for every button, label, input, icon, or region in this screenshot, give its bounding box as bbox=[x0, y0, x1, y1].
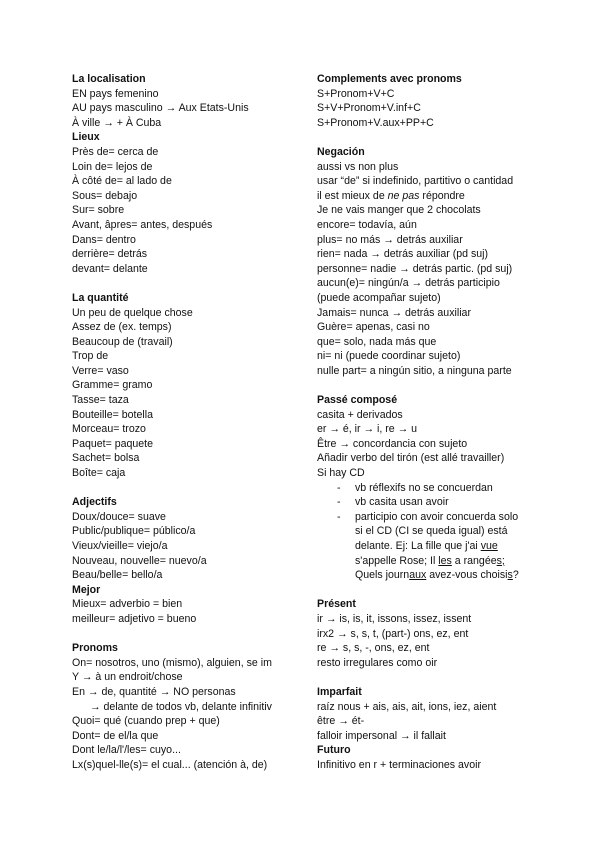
section-mejor bbox=[72, 583, 292, 627]
text-line: Guère= apenas, casi no bbox=[317, 321, 430, 334]
text-line: Dont le/la/l'/les= cuyo... bbox=[72, 744, 181, 757]
text-line: Nouveau, nouvelle= nuevo/a bbox=[72, 554, 207, 567]
text-line: Paquet= paquete bbox=[72, 437, 153, 450]
heading-adjectifs: Adjectifs bbox=[72, 496, 117, 509]
section-lieux bbox=[72, 130, 292, 276]
text-line: Mieux= adverbio = bien bbox=[72, 598, 183, 611]
text-line: Beaucoup de (travail) bbox=[72, 335, 173, 348]
text-fragment-underlined: vue bbox=[480, 540, 498, 552]
section-futuro bbox=[317, 743, 539, 772]
section-negacion bbox=[317, 145, 539, 379]
text-line: → delante de todos vb, delante infinitiv bbox=[90, 700, 272, 713]
text-fragment: a rangée bbox=[451, 554, 497, 567]
text-line: er → é, ir → i, re → u bbox=[317, 423, 418, 436]
text-fragment: ? bbox=[512, 569, 519, 582]
text-line: Jamais= nunca → detrás auxiliar bbox=[317, 306, 471, 319]
text-line: - vb casita usan avoir bbox=[355, 496, 449, 509]
text-line: aussi vs non plus bbox=[317, 160, 399, 173]
text-line: À côté de= al lado de bbox=[72, 175, 172, 188]
text-line: que= solo, nada más que bbox=[317, 335, 437, 348]
text-line: plus= no más → detrás auxiliar bbox=[317, 233, 463, 246]
text-line: resto irregulares como oir bbox=[317, 656, 438, 669]
list-item bbox=[317, 481, 539, 496]
text-line: devant= delante bbox=[72, 262, 148, 275]
heading-quantite: La quantité bbox=[72, 291, 129, 304]
text-line: En → de, quantité → NO personas bbox=[72, 685, 236, 698]
text-fragment: Quels journ bbox=[355, 569, 410, 582]
text-line bbox=[317, 189, 539, 204]
text-line: S+Pronom+V+C bbox=[317, 87, 395, 100]
text-line: derrière= detrás bbox=[72, 248, 148, 261]
text-line: ni= ni (puede coordinar sujeto) bbox=[317, 350, 461, 363]
text-line: raíz nous + ais, ais, ait, ions, iez, aient bbox=[317, 700, 497, 713]
text-line bbox=[355, 568, 539, 583]
text-fragment-underlined: s; bbox=[496, 554, 505, 567]
text-line: Être → concordancia con sujeto bbox=[317, 437, 468, 450]
section-present bbox=[317, 597, 539, 670]
text-line bbox=[355, 554, 539, 569]
text-line: Un peu de quelque chose bbox=[72, 306, 193, 319]
text-line: Sachet= bolsa bbox=[72, 452, 140, 465]
section-imparfait bbox=[317, 685, 539, 743]
text-fragment: il est mieux de bbox=[317, 189, 388, 202]
text-line: Loin de= lejos de bbox=[72, 160, 153, 173]
text-line: AU pays masculino → Aux Etats-Unis bbox=[72, 102, 249, 115]
text-line: À ville → + À Cuba bbox=[72, 116, 162, 129]
spacer bbox=[72, 481, 292, 496]
text-line: Sur= sobre bbox=[72, 204, 125, 217]
text-line: nulle part= a ningún sitio, a ninguna parte bbox=[317, 364, 512, 377]
text-line: Doux/douce= suave bbox=[72, 510, 166, 523]
text-line: S+V+Pronom+V.inf+C bbox=[317, 102, 421, 115]
right-column bbox=[317, 72, 539, 773]
section-passe-compose bbox=[317, 393, 539, 583]
text-line: Morceau= trozo bbox=[72, 423, 146, 436]
text-line: On= nosotros, uno (mismo), alguien, se im bbox=[72, 656, 272, 669]
text-line: Public/publique= público/a bbox=[72, 525, 196, 538]
heading-imparfait: Imparfait bbox=[317, 685, 362, 698]
text-line: aucun(e)= ningún/a → detrás participio bbox=[317, 277, 500, 290]
text-line: Trop de bbox=[72, 350, 109, 363]
section-complements bbox=[317, 72, 539, 130]
list-item bbox=[317, 510, 539, 583]
text-line: Sous= debajo bbox=[72, 189, 138, 202]
spacer bbox=[72, 627, 292, 642]
section-pronoms bbox=[72, 641, 292, 772]
spacer bbox=[317, 583, 539, 598]
text-fragment-underlined: les bbox=[438, 554, 452, 567]
spacer bbox=[72, 276, 292, 291]
text-line: EN pays femenino bbox=[72, 87, 159, 100]
text-line: S+Pronom+V.aux+PP+C bbox=[317, 116, 434, 129]
list-item bbox=[317, 495, 539, 510]
bullet-list bbox=[317, 481, 539, 583]
heading-lieux: Lieux bbox=[72, 131, 100, 144]
text-line: Bouteille= botella bbox=[72, 408, 153, 421]
text-line bbox=[355, 539, 539, 554]
section-localisation bbox=[72, 72, 292, 130]
text-line: personne= nadie → detrás partic. (pd suj) bbox=[317, 262, 513, 275]
text-line: meilleur= adjetivo = bueno bbox=[72, 612, 197, 625]
text-line: encore= todavía, aún bbox=[317, 218, 417, 231]
text-line: re → s, s, -, ons, ez, ent bbox=[317, 642, 430, 655]
text-line: ir → is, is, it, issons, issez, issent bbox=[317, 612, 472, 625]
text-line: irx2 → s, s, t, (part-) ons, ez, ent bbox=[317, 627, 469, 640]
text-line: Dans= dentro bbox=[72, 233, 136, 246]
text-line: Y → à un endroit/chose bbox=[72, 671, 183, 684]
text-fragment: s'appelle Rose; Il bbox=[355, 554, 439, 567]
text-line: Vieux/vieille= viejo/a bbox=[72, 540, 168, 552]
heading-mejor: Mejor bbox=[72, 583, 101, 596]
text-line: Añadir verbo del tirón (est allé travailler) bbox=[317, 452, 505, 465]
text-line: Infinitivo en r + terminaciones avoir bbox=[317, 758, 481, 771]
text-fragment-underlined: aux bbox=[409, 569, 427, 582]
text-fragment: avez-vous choisi bbox=[426, 569, 508, 582]
text-fragment-italic: ne pas bbox=[387, 189, 420, 202]
heading-present: Présent bbox=[317, 598, 356, 611]
text-line: Assez de (ex. temps) bbox=[72, 321, 172, 334]
text-line: (puede acompañar sujeto) bbox=[317, 291, 441, 304]
text-line: Dont= de el/la que bbox=[72, 729, 159, 742]
text-line: usar “de” si indefinido, partitivo o cantidad bbox=[317, 175, 514, 188]
text-line: Verre= vaso bbox=[72, 364, 129, 377]
heading-passe-compose: Passé composé bbox=[317, 394, 398, 407]
text-fragment-underlined: s bbox=[507, 569, 513, 582]
text-line: Gramme= gramo bbox=[72, 379, 153, 392]
heading-futuro: Futuro bbox=[317, 744, 351, 757]
heading-pronoms: Pronoms bbox=[72, 642, 118, 655]
heading-negacion: Negación bbox=[317, 145, 365, 158]
spacer bbox=[317, 130, 539, 145]
spacer bbox=[317, 670, 539, 685]
text-line: Si hay CD bbox=[317, 467, 365, 480]
text-fragment: delante. Ej: La fille que j'ai bbox=[355, 540, 481, 552]
text-line: Lx(s)quel-lle(s)= el cual... (atención à, de) bbox=[72, 758, 268, 771]
text-line: Près de= cerca de bbox=[72, 145, 159, 158]
text-line: être → ét- bbox=[317, 715, 365, 728]
heading-localisation: La localisation bbox=[72, 73, 146, 85]
text-line: Je ne vais manger que 2 chocolats bbox=[317, 204, 481, 217]
text-line: Boîte= caja bbox=[72, 467, 126, 480]
section-adjectifs bbox=[72, 495, 292, 583]
text-line: casita + derivados bbox=[317, 408, 403, 421]
section-quantite bbox=[72, 291, 292, 481]
text-line: Tasse= taza bbox=[72, 394, 129, 407]
text-fragment: répondre bbox=[419, 189, 465, 202]
text-line: Avant, âpres= antes, después bbox=[72, 218, 213, 231]
spacer bbox=[317, 378, 539, 393]
text-line: - vb réflexifs no se concuerdan bbox=[355, 481, 493, 494]
heading-complements: Complements avec pronoms bbox=[317, 73, 462, 85]
text-line: - participio con avoir concuerda solo bbox=[355, 510, 519, 523]
text-line: Quoi= qué (cuando prep + que) bbox=[72, 715, 220, 728]
text-line: rien= nada → detrás auxiliar (pd suj) bbox=[317, 248, 489, 261]
text-line: Beau/belle= bello/a bbox=[72, 569, 163, 582]
text-line: falloir impersonal → il fallait bbox=[317, 729, 446, 742]
left-column bbox=[72, 72, 292, 773]
text-line: si el CD (CI se queda igual) está bbox=[355, 525, 508, 538]
